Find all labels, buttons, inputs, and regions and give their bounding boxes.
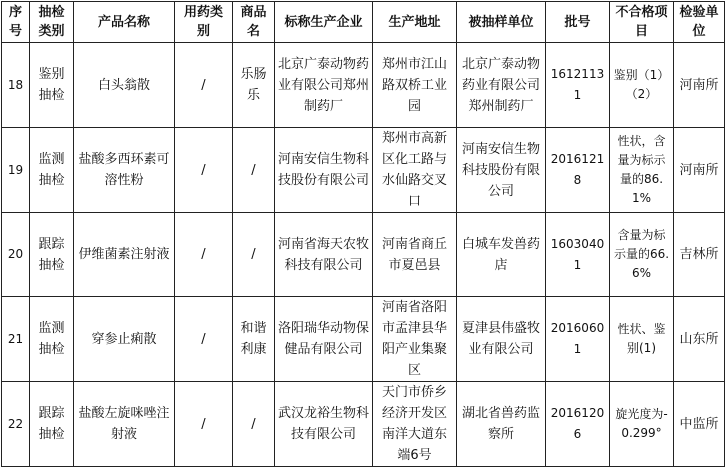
table-row	[2, 297, 725, 382]
cell-failed-item: 性状、鉴别(1)	[610, 297, 674, 382]
cell-sampled-unit: 北京广泰动物药业有限公司郑州制药厂	[457, 43, 546, 128]
cell-trade-name: 乐肠乐	[233, 43, 275, 128]
cell-address: 河南省洛阳市孟津县华阳产业集聚区	[373, 297, 457, 382]
cell-test-unit: 吉林所	[674, 213, 725, 297]
cell-seq: 19	[2, 128, 30, 213]
cell-batch: 20160601	[546, 297, 610, 382]
table-row	[2, 382, 725, 467]
cell-product-name: 盐酸多西环素可溶性粉	[74, 128, 175, 213]
table-row	[2, 128, 725, 213]
cell-batch: 16121131	[546, 43, 610, 128]
cell-batch: 20161218	[546, 128, 610, 213]
cell-trade-name: /	[233, 213, 275, 297]
header-sampled-unit: 被抽样单位	[457, 2, 546, 43]
header-address: 生产地址	[373, 2, 457, 43]
cell-failed-item: 鉴别（1）（2）	[610, 43, 674, 128]
header-row	[2, 2, 725, 43]
cell-check-type: 跟踪抽检	[30, 382, 74, 467]
header-manufacturer: 标称生产企业	[275, 2, 373, 43]
cell-failed-item: 旋光度为-0.299°	[610, 382, 674, 467]
cell-check-type: 鉴别抽检	[30, 43, 74, 128]
header-test-unit: 检验单位	[674, 2, 725, 43]
cell-product-name: 白头翁散	[74, 43, 175, 128]
cell-drug-class: /	[175, 297, 233, 382]
cell-address: 天门市侨乡经济开发区南洋大道东端6号	[373, 382, 457, 467]
cell-sampled-unit: 夏津县伟盛牧业有限公司	[457, 297, 546, 382]
header-drug-class: 用药类别	[175, 2, 233, 43]
cell-trade-name: 和谐利康	[233, 297, 275, 382]
header-batch: 批号	[546, 2, 610, 43]
cell-address: 河南省商丘市夏邑县	[373, 213, 457, 297]
cell-drug-class: /	[175, 43, 233, 128]
cell-seq: 18	[2, 43, 30, 128]
cell-manufacturer: 武汉龙裕生物科技有限公司	[275, 382, 373, 467]
cell-seq: 22	[2, 382, 30, 467]
header-trade-name: 商品名	[233, 2, 275, 43]
cell-failed-item: 性状，含量为标示量的86.1%	[610, 128, 674, 213]
cell-product-name: 盐酸左旋咪唑注射液	[74, 382, 175, 467]
table-row	[2, 213, 725, 297]
cell-batch: 16030401	[546, 213, 610, 297]
cell-address: 郑州市高新区化工路与水仙路交叉口	[373, 128, 457, 213]
cell-check-type: 监测抽检	[30, 128, 74, 213]
cell-drug-class: /	[175, 382, 233, 467]
cell-seq: 20	[2, 213, 30, 297]
cell-failed-item: 含量为标示量的66.6%	[610, 213, 674, 297]
header-failed-item: 不合格项目	[610, 2, 674, 43]
page	[0, 1, 725, 466]
cell-test-unit: 河南所	[674, 128, 725, 213]
cell-trade-name: /	[233, 382, 275, 467]
cell-manufacturer: 北京广泰动物药业有限公司郑州制药厂	[275, 43, 373, 128]
cell-test-unit: 山东所	[674, 297, 725, 382]
cell-sampled-unit: 白城车发兽药店	[457, 213, 546, 297]
cell-trade-name: /	[233, 128, 275, 213]
cell-sampled-unit: 湖北省兽药监察所	[457, 382, 546, 467]
cell-product-name: 穿参止痢散	[74, 297, 175, 382]
cell-manufacturer: 河南安信生物科技股份有限公司	[275, 128, 373, 213]
cell-manufacturer: 河南省海天农牧科技有限公司	[275, 213, 373, 297]
table-row	[2, 43, 725, 128]
cell-test-unit: 中监所	[674, 382, 725, 467]
header-product-name: 产品名称	[74, 2, 175, 43]
cell-check-type: 跟踪抽检	[30, 213, 74, 297]
header-seq: 序号	[2, 2, 30, 43]
header-check-type: 抽检类别	[30, 2, 74, 43]
cell-product-name: 伊维菌素注射液	[74, 213, 175, 297]
cell-test-unit: 河南所	[674, 43, 725, 128]
cell-sampled-unit: 河南安信生物科技股份有限公司	[457, 128, 546, 213]
cell-drug-class: /	[175, 128, 233, 213]
cell-drug-class: /	[175, 213, 233, 297]
cell-batch: 20161206	[546, 382, 610, 467]
unqualified-drug-table	[1, 1, 725, 467]
cell-check-type: 监测抽检	[30, 297, 74, 382]
cell-manufacturer: 洛阳瑞华动物保健品有限公司	[275, 297, 373, 382]
cell-address: 郑州市江山路双桥工业园	[373, 43, 457, 128]
cell-seq: 21	[2, 297, 30, 382]
